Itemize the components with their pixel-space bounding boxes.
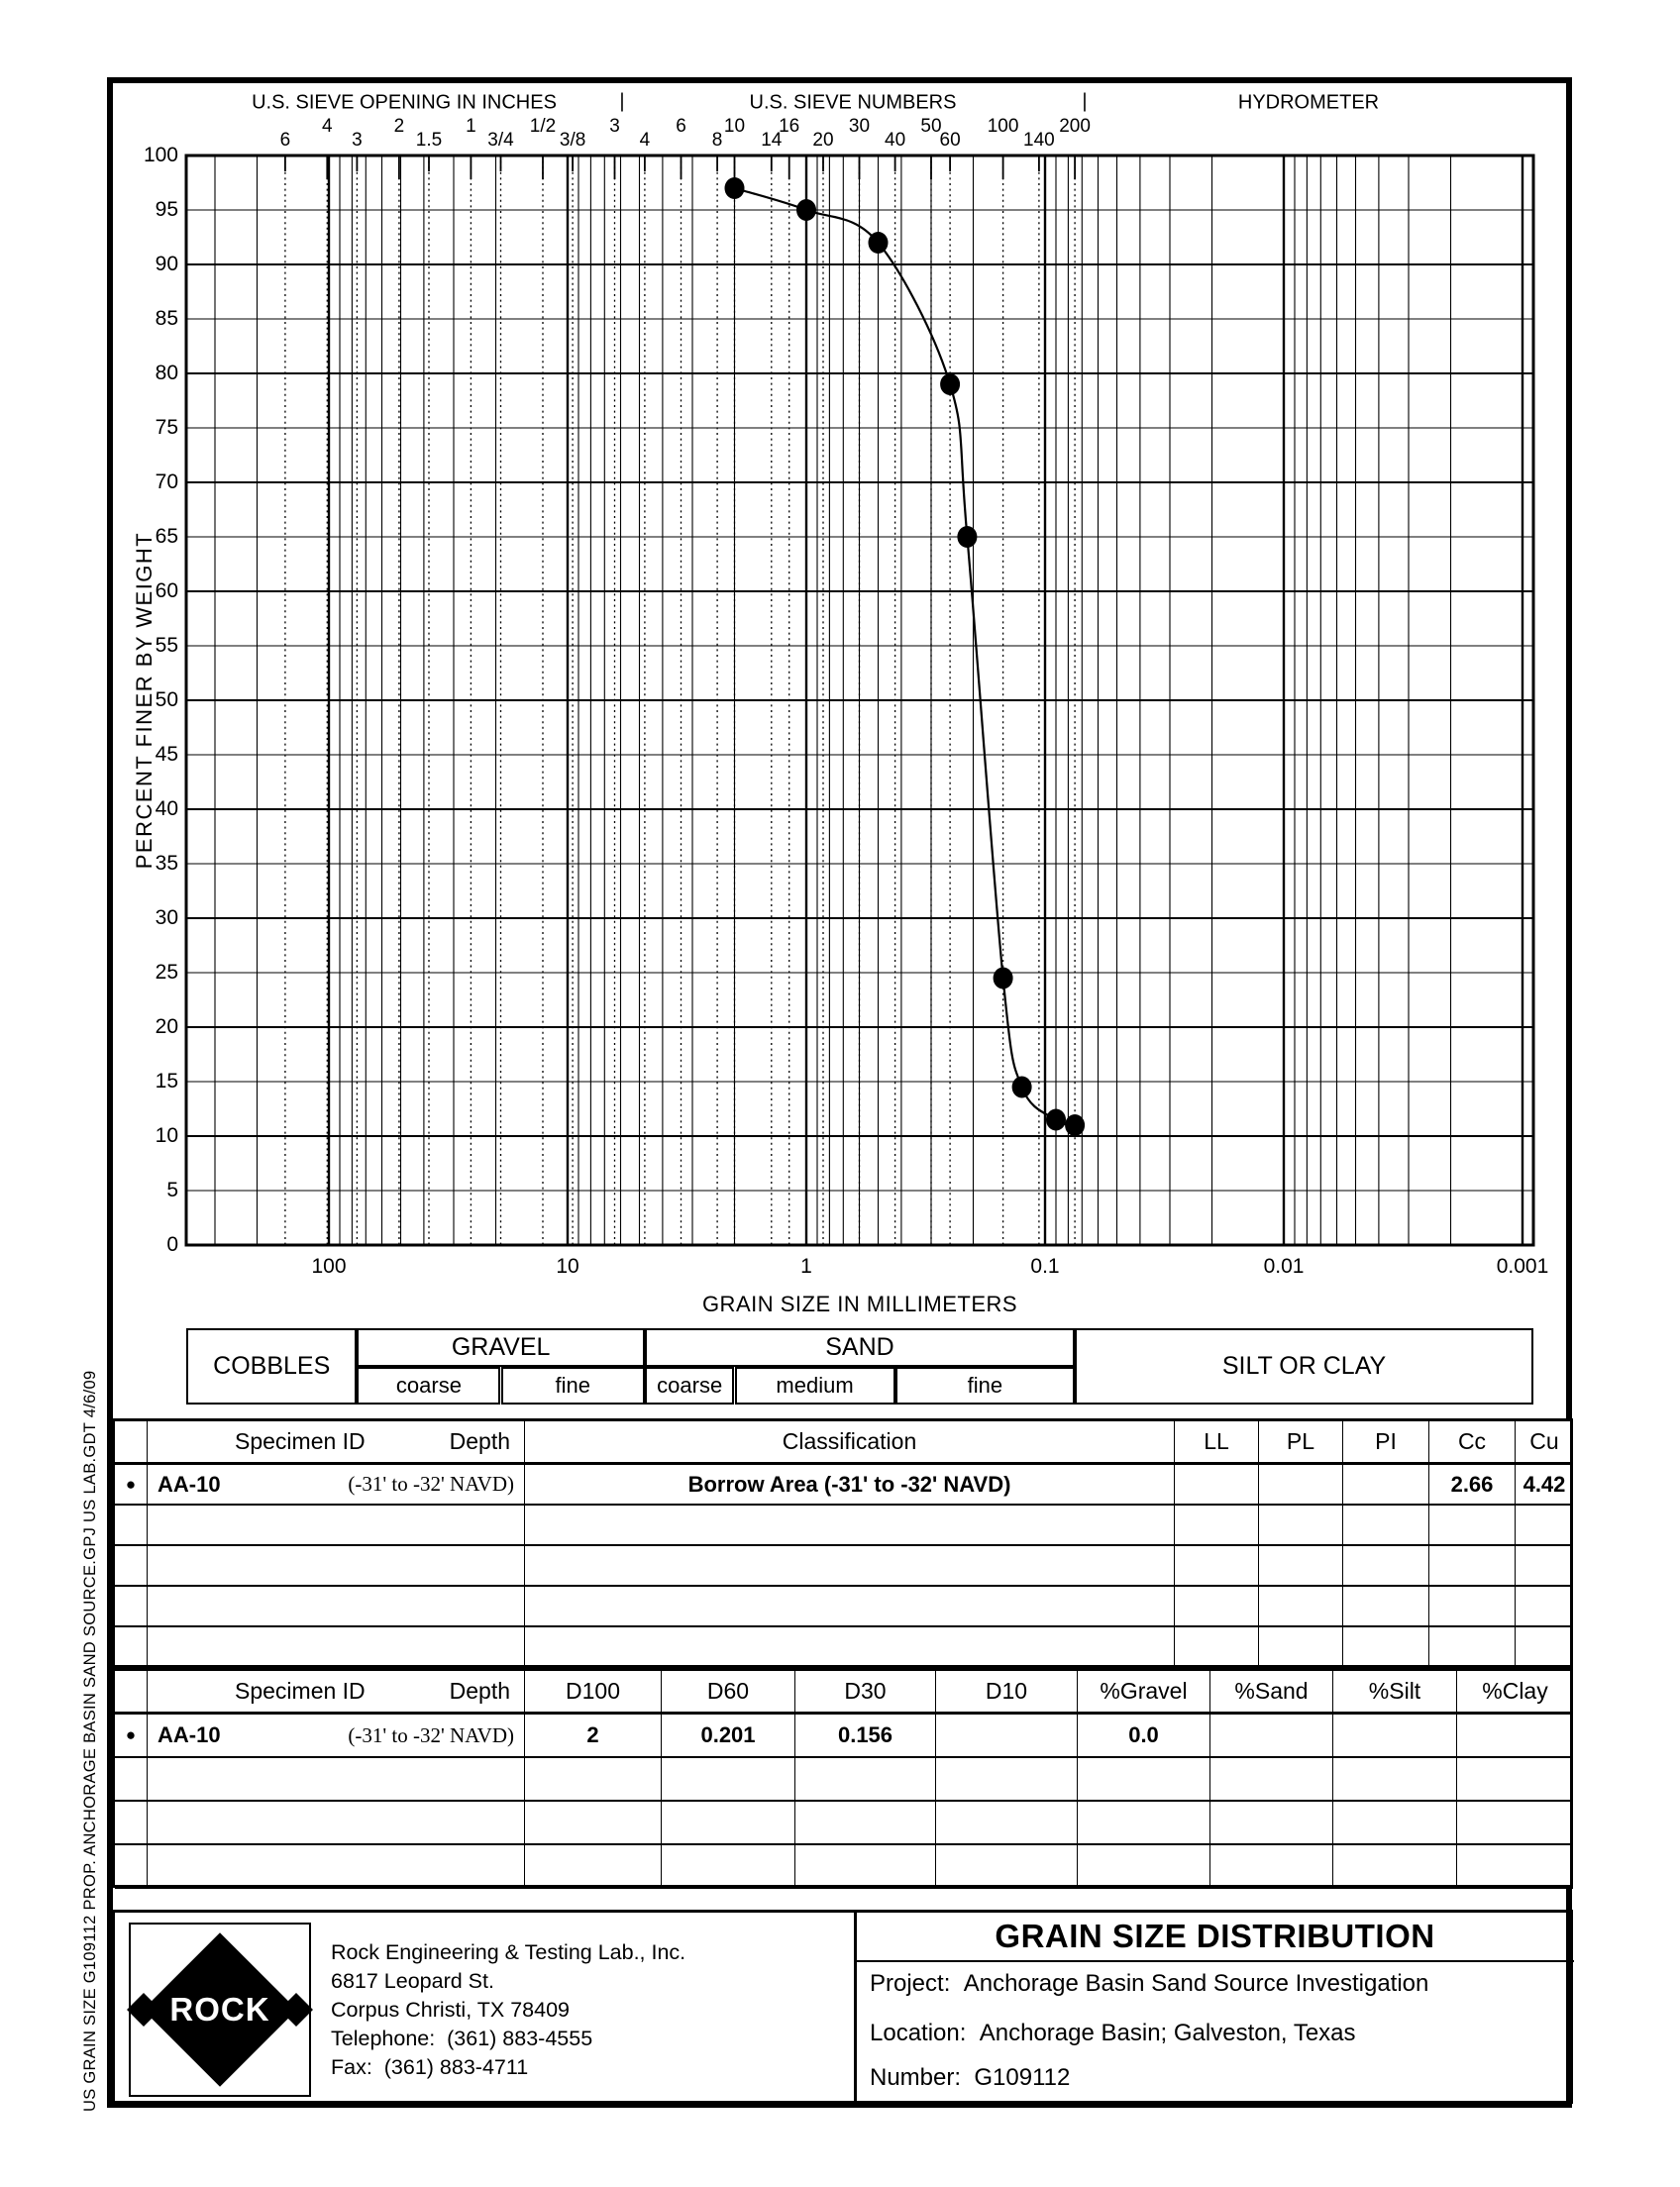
table-row — [115, 1465, 1570, 1506]
empty-cell — [1429, 1506, 1516, 1546]
y-tick-label: 65 — [155, 525, 178, 548]
empty-cell — [1175, 1506, 1259, 1546]
table-row — [115, 1627, 1570, 1668]
pi-header: PI — [1343, 1421, 1429, 1465]
empty-cell — [115, 1587, 148, 1627]
empty-cell — [115, 1758, 148, 1802]
y-tick-label: 50 — [155, 688, 178, 711]
data-point-marker — [869, 232, 889, 254]
empty-cell — [1078, 1845, 1210, 1889]
empty-cell — [1210, 1802, 1333, 1845]
empty-cell — [1429, 1627, 1516, 1668]
empty-cell — [525, 1802, 662, 1845]
classification-table — [112, 1418, 1573, 1668]
d10-header: D10 — [936, 1671, 1078, 1715]
gravel-cell: 0.0 — [1078, 1715, 1210, 1758]
project-label: Project: — [870, 1970, 951, 1997]
band-sub-medium: medium — [735, 1367, 895, 1406]
sieve-label: 50 — [920, 116, 942, 137]
x-tick-label: 0.001 — [1496, 1255, 1549, 1278]
empty-cell — [525, 1587, 1175, 1627]
y-tick-label: 60 — [155, 579, 178, 602]
y-tick-label: 20 — [155, 1015, 178, 1038]
sieve-label: 1 — [466, 116, 476, 137]
y-tick-label: 35 — [155, 852, 178, 875]
d100-header: D100 — [525, 1671, 662, 1715]
classification-cell: Borrow Area (-31' to -32' NAVD) — [525, 1465, 1175, 1506]
empty-cell — [1457, 1758, 1573, 1802]
clay-header: %Clay — [1457, 1671, 1573, 1715]
specimen-depth-header: Specimen ID Depth — [148, 1671, 525, 1715]
table-header-row — [115, 1671, 1570, 1715]
data-point-marker — [957, 526, 977, 548]
sieve-label: 40 — [885, 130, 906, 151]
d10-cell — [936, 1715, 1078, 1758]
sieve-label: 1.5 — [415, 130, 443, 151]
y-axis-title: PERCENT FINER BY WEIGHT — [132, 531, 157, 870]
logo-text: ROCK — [169, 1991, 270, 2028]
silt-header: %Silt — [1333, 1671, 1457, 1715]
ll-header: LL — [1175, 1421, 1259, 1465]
x-axis-title: GRAIN SIZE IN MILLIMETERS — [701, 1292, 1018, 1316]
axis-section-numbers-label: U.S. SIEVE NUMBERS — [749, 91, 957, 114]
band-sub-fine: fine — [895, 1367, 1076, 1406]
band-sub-coarse: coarse — [357, 1367, 500, 1406]
pl-header: PL — [1259, 1421, 1343, 1465]
cc-header: Cc — [1429, 1421, 1516, 1465]
empty-cell — [115, 1506, 148, 1546]
band-group-silt-or-clay: SILT OR CLAY — [1075, 1328, 1533, 1405]
company-line: Corpus Christi, TX 78409 — [331, 1998, 570, 2022]
report-title: GRAIN SIZE DISTRIBUTION — [856, 1913, 1574, 1962]
company-address — [331, 1938, 685, 2082]
y-tick-label: 70 — [155, 470, 178, 493]
marker-column-header — [115, 1421, 148, 1465]
empty-cell — [795, 1845, 936, 1889]
y-tick-label: 45 — [155, 743, 178, 766]
company-logo — [129, 1923, 311, 2097]
band-group-sand: SAND — [645, 1328, 1075, 1367]
empty-cell — [1429, 1546, 1516, 1587]
data-point-marker — [725, 177, 745, 199]
axis-section-separator: | — [619, 90, 625, 113]
empty-cell — [148, 1587, 525, 1627]
x-tick-label: 0.1 — [1030, 1255, 1060, 1278]
empty-cell — [1078, 1802, 1210, 1845]
y-tick-label: 0 — [166, 1233, 178, 1256]
data-point-marker — [994, 968, 1013, 989]
empty-cell — [1457, 1845, 1573, 1889]
y-tick-label: 90 — [155, 253, 178, 275]
data-point-marker — [1065, 1114, 1085, 1136]
y-tick-label: 95 — [155, 198, 178, 221]
d100-cell: 2 — [525, 1715, 662, 1758]
company-line: 6817 Leopard St. — [331, 1969, 494, 1993]
empty-cell — [1333, 1758, 1457, 1802]
empty-cell — [1259, 1506, 1343, 1546]
y-tick-label: 85 — [155, 307, 178, 330]
silt-cell — [1333, 1715, 1457, 1758]
empty-cell — [525, 1627, 1175, 1668]
sieve-label: 2 — [393, 116, 405, 137]
empty-cell — [1457, 1802, 1573, 1845]
empty-cell — [1175, 1627, 1259, 1668]
axis-section-hydrometer-label: HYDROMETER — [1237, 91, 1380, 114]
specimen-depth-cell: AA-10 (-31' to -32' NAVD) — [148, 1465, 525, 1506]
y-tick-label: 55 — [155, 634, 178, 657]
empty-cell — [936, 1802, 1078, 1845]
sieve-label: 3 — [609, 116, 620, 137]
empty-cell — [662, 1758, 795, 1802]
y-tick-label: 40 — [155, 797, 178, 820]
y-tick-label: 10 — [155, 1124, 178, 1147]
location-label: Location: — [870, 2020, 967, 2046]
table-row — [115, 1802, 1570, 1845]
sieve-label: 100 — [987, 116, 1019, 137]
sieve-label: 6 — [676, 116, 686, 137]
marker-column-header — [115, 1671, 148, 1715]
y-tick-label: 80 — [155, 362, 178, 384]
empty-cell — [148, 1758, 525, 1802]
company-line: Rock Engineering & Testing Lab., Inc. — [331, 1940, 686, 1964]
sieve-label: 14 — [761, 130, 783, 151]
y-tick-label: 30 — [155, 906, 178, 929]
d60-header: D60 — [662, 1671, 795, 1715]
table-row — [115, 1845, 1570, 1889]
sieve-label: 200 — [1059, 116, 1091, 137]
cc-cell: 2.66 — [1429, 1465, 1516, 1506]
sieve-label: 4 — [322, 116, 333, 137]
company-line: Telephone: (361) 883-4555 — [331, 2027, 593, 2050]
project-line — [870, 1970, 1428, 1998]
sieve-label: 8 — [711, 130, 723, 151]
table-row — [115, 1546, 1570, 1587]
empty-cell — [1516, 1546, 1573, 1587]
empty-cell — [1516, 1627, 1573, 1668]
empty-cell — [1175, 1546, 1259, 1587]
band-group-cobbles: COBBLES — [186, 1328, 357, 1405]
ll-cell — [1175, 1465, 1259, 1506]
project-value: Anchorage Basin Sand Source Investigation — [963, 1970, 1429, 1997]
empty-cell — [1343, 1587, 1429, 1627]
sand-cell — [1210, 1715, 1333, 1758]
sieve-label: 140 — [1023, 130, 1055, 151]
y-tick-label: 25 — [155, 961, 178, 984]
empty-cell — [1429, 1587, 1516, 1627]
empty-cell — [1343, 1506, 1429, 1546]
axis-section-inches-label: U.S. SIEVE OPENING IN INCHES — [252, 91, 557, 114]
y-tick-label: 15 — [155, 1070, 178, 1093]
pl-cell — [1259, 1465, 1343, 1506]
number-line — [870, 2064, 1070, 2092]
clay-cell — [1457, 1715, 1573, 1758]
band-sub-fine: fine — [501, 1367, 645, 1406]
empty-cell — [1343, 1627, 1429, 1668]
sieve-label: 4 — [639, 130, 651, 151]
gravel-header: %Gravel — [1078, 1671, 1210, 1715]
cu-cell: 4.42 — [1516, 1465, 1573, 1506]
x-tick-label: 1 — [800, 1255, 812, 1278]
empty-cell — [148, 1506, 525, 1546]
table-row — [115, 1758, 1570, 1802]
row-marker: ● — [115, 1465, 148, 1506]
d30-cell: 0.156 — [795, 1715, 936, 1758]
empty-cell — [1333, 1845, 1457, 1889]
empty-cell — [1259, 1587, 1343, 1627]
empty-cell — [525, 1845, 662, 1889]
empty-cell — [525, 1758, 662, 1802]
cu-header: Cu — [1516, 1421, 1573, 1465]
band-group-gravel: GRAVEL — [357, 1328, 645, 1367]
band-sub-coarse: coarse — [645, 1367, 735, 1406]
axis-section-separator: | — [1082, 90, 1088, 113]
empty-cell — [115, 1627, 148, 1668]
empty-cell — [115, 1546, 148, 1587]
y-tick-label: 100 — [143, 144, 178, 166]
data-point-marker — [1046, 1109, 1066, 1131]
table-row — [115, 1715, 1570, 1758]
sieve-label: 3/4 — [487, 130, 514, 151]
x-tick-label: 100 — [311, 1255, 347, 1278]
d30-header: D30 — [795, 1671, 936, 1715]
sieve-label: 60 — [939, 130, 961, 151]
y-tick-label: 75 — [155, 416, 178, 439]
empty-cell — [148, 1845, 525, 1889]
empty-cell — [525, 1546, 1175, 1587]
empty-cell — [1516, 1506, 1573, 1546]
empty-cell — [148, 1546, 525, 1587]
empty-cell — [936, 1758, 1078, 1802]
sieve-label: 16 — [779, 116, 800, 137]
empty-cell — [525, 1506, 1175, 1546]
empty-cell — [662, 1845, 795, 1889]
table-row — [115, 1587, 1570, 1627]
empty-cell — [1078, 1758, 1210, 1802]
empty-cell — [1343, 1546, 1429, 1587]
empty-cell — [148, 1802, 525, 1845]
row-marker: ● — [115, 1715, 148, 1758]
empty-cell — [1516, 1587, 1573, 1627]
empty-cell — [1175, 1587, 1259, 1627]
d60-cell: 0.201 — [662, 1715, 795, 1758]
x-tick-label: 10 — [556, 1255, 579, 1278]
table-row — [115, 1506, 1570, 1546]
location-line — [870, 2020, 1356, 2047]
empty-cell — [1259, 1627, 1343, 1668]
sand-header: %Sand — [1210, 1671, 1333, 1715]
specimen-depth-header: Specimen ID Depth — [148, 1421, 525, 1465]
y-tick-label: 5 — [166, 1179, 178, 1201]
x-tick-label: 0.01 — [1263, 1255, 1305, 1278]
gradation-curve — [735, 188, 1076, 1125]
sieve-label: 1/2 — [529, 116, 557, 137]
sieve-label: 3 — [352, 130, 363, 151]
sieve-label: 6 — [279, 130, 291, 151]
specimen-depth-cell: AA-10 (-31' to -32' NAVD) — [148, 1715, 525, 1758]
empty-cell — [1210, 1758, 1333, 1802]
number-label: Number: — [870, 2064, 962, 2091]
empty-cell — [662, 1802, 795, 1845]
sieve-label: 20 — [812, 130, 834, 151]
sieve-label: 30 — [848, 116, 871, 137]
empty-cell — [795, 1758, 936, 1802]
classification-header: Classification — [525, 1421, 1175, 1465]
empty-cell — [148, 1627, 525, 1668]
gradation-table — [112, 1668, 1573, 1888]
empty-cell — [1210, 1845, 1333, 1889]
empty-cell — [115, 1845, 148, 1889]
empty-cell — [936, 1845, 1078, 1889]
table-header-row — [115, 1421, 1570, 1465]
number-value: G109112 — [974, 2064, 1071, 2091]
pi-cell — [1343, 1465, 1429, 1506]
data-point-marker — [940, 373, 960, 395]
title-block — [112, 1910, 1573, 2104]
empty-cell — [1333, 1802, 1457, 1845]
sieve-label: 3/8 — [559, 130, 586, 151]
company-line: Fax: (361) 883-4711 — [331, 2055, 529, 2079]
data-point-marker — [1012, 1077, 1032, 1098]
location-value: Anchorage Basin; Galveston, Texas — [979, 2020, 1356, 2046]
empty-cell — [795, 1802, 936, 1845]
empty-cell — [115, 1802, 148, 1845]
data-point-marker — [796, 199, 816, 221]
empty-cell — [1259, 1546, 1343, 1587]
sidebar-file-stamp: US GRAIN SIZE G109112 PROP. ANCHORAGE BASIN SAND SOURCE.GPJ US LAB.GDT 4/6/09 — [81, 1370, 99, 2112]
sieve-label: 10 — [723, 116, 746, 137]
